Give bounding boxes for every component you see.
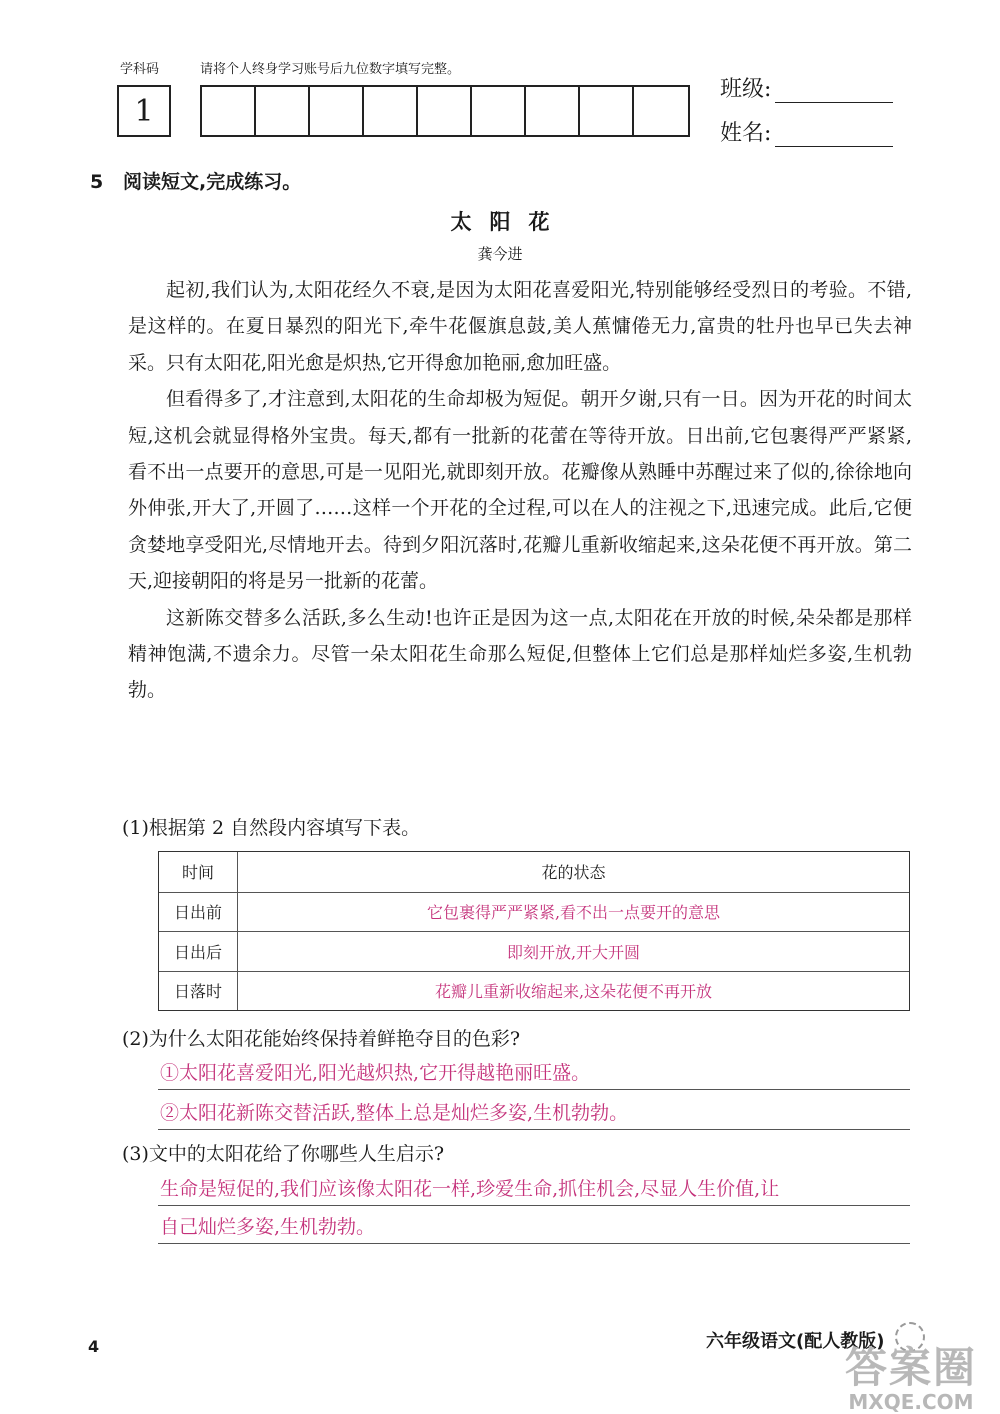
account-digit-cell[interactable] <box>202 87 256 135</box>
book-title: 六年级语文(配人教版) <box>706 1331 885 1352</box>
subject-code-label: 学科码 <box>120 62 160 77</box>
article-paragraph-2: 但看得多了,才注意到,太阳花的生命却极为短促。朝开夕谢,只有一日。因为开花的时间太短,这机会就显得格外宝贵。每天,都有一批新的花蕾在等待开放。日出前,它包裹得严严紧紧,看不出一点要开的意思,可是一见阳光,就即刻开放。花瓣像从熟睡中苏醒过来了似的,徐徐地向外伸张,开大了,开圆了……这样一个开花的全过程,可以在人的注视之下,迅速完成。此后,它便贪婪地享受阳光,尽情地开去。待到夕阳沉落时,花瓣儿重新收缩起来,这朵花便不再开放。第二天,迎接朝阳的将是另一批新的花蕾。 <box>128 388 912 593</box>
class-field[interactable] <box>720 72 893 103</box>
class-label: 班级: <box>720 77 772 102</box>
article-paragraph-1: 起初,我们认为,太阳花经久不衰,是因为太阳花喜爱阳光,特别能够经受烈日的考验。不错,是这样的。在夏日暴烈的阳光下,牵牛花偃旗息鼓,美人蕉慵倦无力,富贵的牡丹也早已失去神采。只有太阳花,阳光愈是炽热,它开得愈加艳丽,愈加旺盛。 <box>128 279 912 374</box>
table-header-time: 时间 <box>159 852 238 892</box>
subject-code-value: 1 <box>134 93 154 129</box>
question-number: 5 <box>90 171 104 193</box>
sub-question-1: (1)根据第 2 自然段内容填写下表。 <box>122 817 421 839</box>
answer-line-q2-2[interactable]: ②太阳花新陈交替活跃,整体上总是灿烂多姿,生机勃勃。 <box>158 1096 910 1130</box>
watermark-cn: 答案圈 <box>844 1343 977 1392</box>
account-digit-boxes[interactable] <box>200 85 690 137</box>
subject-code-box <box>117 85 171 137</box>
table-header-row <box>159 852 909 892</box>
article-paragraph-3: 这新陈交替多么活跃,多么生动!也许正是因为这一点,太阳花在开放的时候,朵朵都是那样精神饱满,不遗余力。尽管一朵太阳花生命那么短促,但整体上它们总是那样灿烂多姿,生机勃勃。 <box>128 606 912 702</box>
account-digit-cell[interactable] <box>418 87 472 135</box>
name-label: 姓名: <box>720 121 772 146</box>
answer-table <box>158 851 910 1011</box>
table-row <box>159 931 909 971</box>
table-cell-time: 日落时 <box>159 972 238 1011</box>
article-title: 太阳花 <box>450 209 568 234</box>
table-cell-state[interactable]: 它包裹得严严紧紧,看不出一点要开的意思 <box>426 903 721 923</box>
account-digit-cell[interactable] <box>580 87 634 135</box>
account-digit-cell[interactable] <box>364 87 418 135</box>
question-heading <box>90 167 301 194</box>
class-blank[interactable] <box>775 80 893 103</box>
table-cell-state[interactable]: 即刻开放,开大开圆 <box>506 942 641 962</box>
table-cell-time: 日出前 <box>159 893 238 932</box>
account-instruction: 请将个人终身学习账号后九位数字填写完整。 <box>200 62 461 77</box>
answer-line-q3-2[interactable]: 自己灿烂多姿,生机勃勃。 <box>158 1210 910 1244</box>
account-digit-cell[interactable] <box>526 87 580 135</box>
article-author: 龚今进 <box>477 245 523 263</box>
answer-line-q3-1[interactable]: 生命是短促的,我们应该像太阳花一样,珍爱生命,抓住机会,尽显人生价值,让 <box>158 1172 910 1206</box>
watermark <box>828 1345 994 1413</box>
account-digit-cell[interactable] <box>310 87 364 135</box>
account-digit-cell[interactable] <box>256 87 310 135</box>
table-row <box>159 892 909 932</box>
sub-question-2: (2)为什么太阳花能始终保持着鲜艳夺目的色彩? <box>122 1028 521 1050</box>
account-digit-cell[interactable] <box>472 87 526 135</box>
sub-question-3: (3)文中的太阳花给了你哪些人生启示? <box>122 1143 445 1165</box>
table-header-state: 花的状态 <box>541 863 606 883</box>
article-body <box>128 272 912 709</box>
table-cell-time: 日出后 <box>159 932 238 971</box>
name-blank[interactable] <box>775 124 893 147</box>
table-cell-state[interactable]: 花瓣儿重新收缩起来,这朵花便不再开放 <box>434 982 713 1002</box>
page-number: 4 <box>88 1337 100 1356</box>
answer-line-q2-1[interactable]: ①太阳花喜爱阳光,阳光越炽热,它开得越艳丽旺盛。 <box>158 1056 910 1090</box>
name-field[interactable] <box>720 116 893 147</box>
account-digit-cell[interactable] <box>634 87 688 135</box>
watermark-en: MXQE.COM <box>848 1390 974 1414</box>
table-row <box>159 971 909 1011</box>
question-instruction: 阅读短文,完成练习。 <box>123 171 302 193</box>
